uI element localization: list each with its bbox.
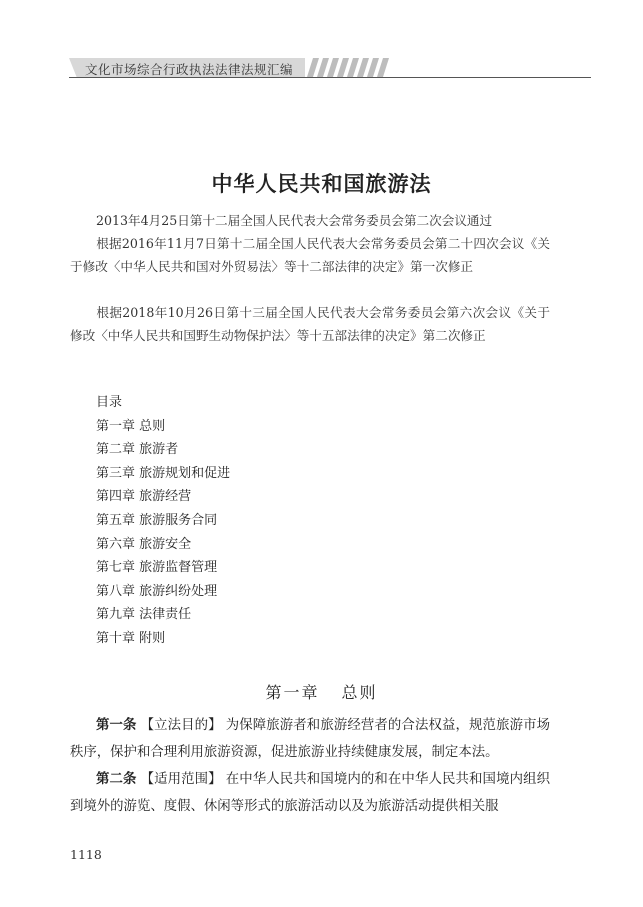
article-1 <box>70 712 550 766</box>
toc-item-chapter-6: 第六章 旅游安全 <box>96 536 192 552</box>
header-stripes-decoration <box>307 58 397 78</box>
toc-item-chapter-9: 第九章 法律责任 <box>96 607 192 623</box>
chapter-name: 总则 <box>341 683 378 702</box>
toc-item-chapter-10: 第十章 附则 <box>96 630 166 646</box>
toc-item-chapter-3: 第三章 旅游规划和促进 <box>96 465 231 481</box>
article-2-text: 在中华人民共和国境内的和在中华人民共和国境内组织到境外的游览、度假、休闲等形式的旅游活动以及为旅游活动提供相关服 <box>70 772 551 814</box>
history-second-amendment-text: 根据2018年10月26日第十三届全国人民代表大会常务委员会第六次会议《关于修改〈中华人民共和国野生动物保护法〉等十五部法律的决定》第二次修正 <box>70 305 550 343</box>
article-1-number: 第一条 <box>96 718 137 733</box>
header-title: 文化市场综合行政执法法律法规汇编 <box>85 62 294 77</box>
toc-item-chapter-4: 第四章 旅游经营 <box>96 489 192 505</box>
chapter-heading <box>0 680 643 703</box>
running-header <box>69 58 591 78</box>
chapter-number: 第一章 <box>265 683 320 702</box>
history-adopted <box>70 209 550 232</box>
document-title: 中华人民共和国旅游法 <box>211 171 432 196</box>
history-second-amendment <box>70 301 550 347</box>
toc-item-chapter-1: 第一章 总则 <box>96 418 166 434</box>
toc-item-chapter-8: 第八章 旅游纠纷处理 <box>96 583 218 599</box>
history-first-amendment <box>70 232 550 278</box>
toc-heading: 目录 <box>96 395 123 410</box>
toc-item-chapter-5: 第五章 旅游服务合同 <box>96 512 218 528</box>
article-2 <box>70 766 550 820</box>
article-2-tag: 【适用范围】 <box>140 772 222 787</box>
toc-item-chapter-2: 第二章 旅游者 <box>96 442 179 458</box>
header-rule <box>69 77 591 78</box>
article-2-number: 第二条 <box>96 772 137 787</box>
history-first-amendment-text: 根据2016年11月7日第十二届全国人民代表大会常务委员会第二十四次会议《关于修改〈中华人民共和国对外贸易法〉等十二部法律的决定》第一次修正 <box>70 236 550 274</box>
table-of-contents <box>96 391 230 651</box>
page-number: 1118 <box>70 847 102 862</box>
article-1-tag: 【立法目的】 <box>140 718 222 733</box>
article-1-text: 为保障旅游者和旅游经营者的合法权益，规范旅游市场秩序，保护和合理利用旅游资源，促进旅游业持续健康发展，制定本法。 <box>70 718 551 760</box>
history-adopted-text: 2013年4月25日第十二届全国人民代表大会常务委员会第二次会议通过 <box>96 213 493 228</box>
toc-item-chapter-7: 第七章 旅游监督管理 <box>96 560 218 576</box>
